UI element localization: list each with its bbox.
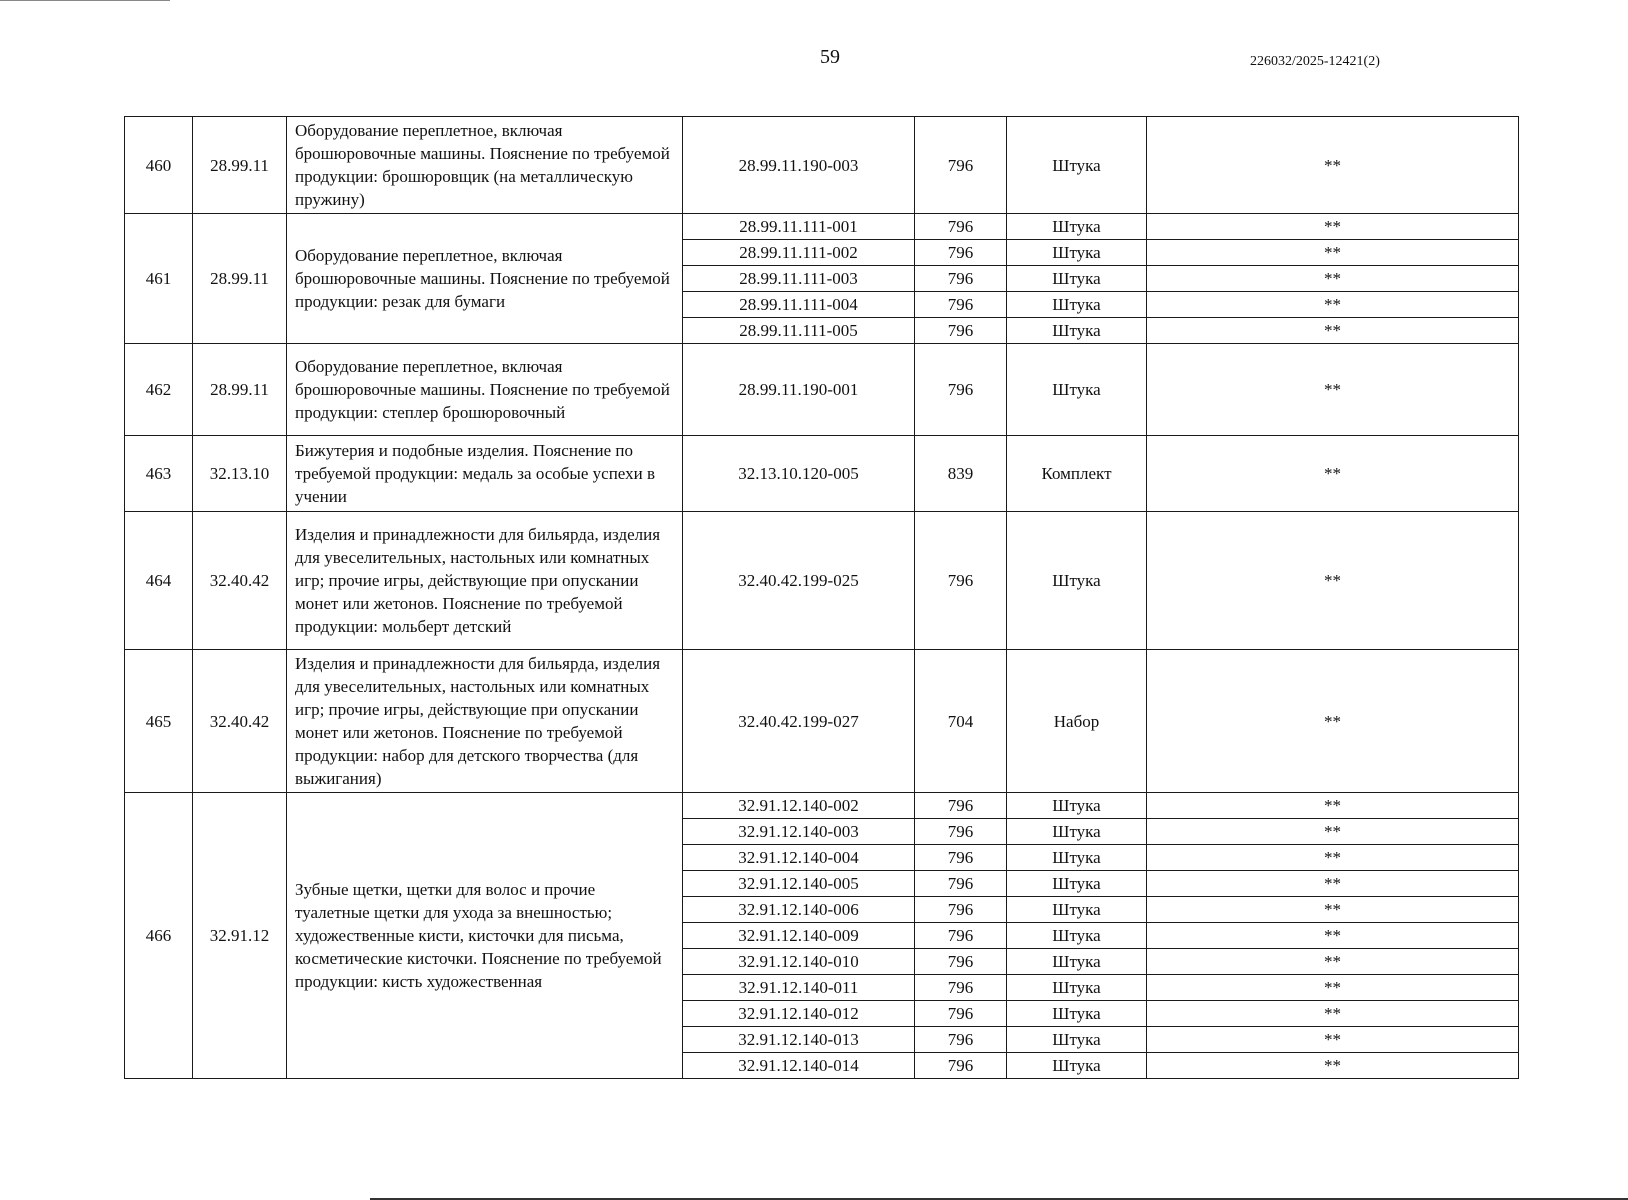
okei-code: 796 bbox=[915, 975, 1007, 1001]
okpd-code: 32.40.42 bbox=[193, 512, 287, 650]
mark-cell: ** bbox=[1147, 292, 1519, 318]
okpd-code: 32.91.12 bbox=[193, 793, 287, 1079]
unit-name: Штука bbox=[1007, 240, 1147, 266]
okei-code: 796 bbox=[915, 344, 1007, 436]
mark-cell: ** bbox=[1147, 897, 1519, 923]
okei-code: 796 bbox=[915, 117, 1007, 214]
ktru-code: 32.91.12.140-002 bbox=[683, 793, 915, 819]
unit-name: Штука bbox=[1007, 793, 1147, 819]
mark-cell: ** bbox=[1147, 923, 1519, 949]
ktru-code: 28.99.11.190-001 bbox=[683, 344, 915, 436]
okei-code: 796 bbox=[915, 266, 1007, 292]
mark-cell: ** bbox=[1147, 819, 1519, 845]
table-row bbox=[125, 512, 1519, 650]
product-description: Изделия и принадлежности для бильярда, изделия для увеселительных, настольных или комнатных игр; прочие игры, действующие при опускании монет или жетонов. Пояснение по требуемой продукции: мольберт детский bbox=[287, 512, 683, 650]
scan-edge-top bbox=[0, 0, 170, 1]
unit-name: Штука bbox=[1007, 923, 1147, 949]
product-description: Оборудование переплетное, включая брошюровочные машины. Пояснение по требуемой продукции: резак для бумаги bbox=[287, 214, 683, 344]
table-row bbox=[125, 214, 1519, 240]
okei-code: 796 bbox=[915, 214, 1007, 240]
okei-code: 704 bbox=[915, 650, 1007, 793]
okei-code: 796 bbox=[915, 871, 1007, 897]
okpd-code: 32.40.42 bbox=[193, 650, 287, 793]
ktru-code: 32.91.12.140-005 bbox=[683, 871, 915, 897]
row-number: 463 bbox=[125, 436, 193, 512]
row-number: 466 bbox=[125, 793, 193, 1079]
unit-name: Штука bbox=[1007, 214, 1147, 240]
okpd-code: 28.99.11 bbox=[193, 117, 287, 214]
unit-name: Штука bbox=[1007, 975, 1147, 1001]
page-number: 59 bbox=[820, 46, 840, 68]
table-row bbox=[125, 793, 1519, 819]
ktru-code: 32.91.12.140-009 bbox=[683, 923, 915, 949]
products-table-body bbox=[125, 117, 1519, 1079]
unit-name: Штука bbox=[1007, 819, 1147, 845]
ktru-code: 28.99.11.111-003 bbox=[683, 266, 915, 292]
product-description: Оборудование переплетное, включая брошюровочные машины. Пояснение по требуемой продукции: брошюровщик (на металлическую пружину) bbox=[287, 117, 683, 214]
product-description: Оборудование переплетное, включая брошюровочные машины. Пояснение по требуемой продукции: степлер брошюровочный bbox=[287, 344, 683, 436]
ktru-code: 32.91.12.140-011 bbox=[683, 975, 915, 1001]
row-number: 460 bbox=[125, 117, 193, 214]
mark-cell: ** bbox=[1147, 1027, 1519, 1053]
okei-code: 796 bbox=[915, 318, 1007, 344]
ktru-code: 32.40.42.199-025 bbox=[683, 512, 915, 650]
ktru-code: 28.99.11.111-002 bbox=[683, 240, 915, 266]
table-row bbox=[125, 436, 1519, 512]
row-number: 464 bbox=[125, 512, 193, 650]
okei-code: 796 bbox=[915, 897, 1007, 923]
ktru-code: 32.13.10.120-005 bbox=[683, 436, 915, 512]
okei-code: 796 bbox=[915, 1001, 1007, 1027]
ktru-code: 32.91.12.140-003 bbox=[683, 819, 915, 845]
okei-code: 796 bbox=[915, 949, 1007, 975]
product-description: Изделия и принадлежности для бильярда, изделия для увеселительных, настольных или комнатных игр; прочие игры, действующие при опускании монет или жетонов. Пояснение по требуемой продукции: набор для детского творчества (для выжигания) bbox=[287, 650, 683, 793]
mark-cell: ** bbox=[1147, 344, 1519, 436]
mark-cell: ** bbox=[1147, 793, 1519, 819]
table-row bbox=[125, 650, 1519, 793]
unit-name: Набор bbox=[1007, 650, 1147, 793]
ktru-code: 28.99.11.111-001 bbox=[683, 214, 915, 240]
okei-code: 796 bbox=[915, 819, 1007, 845]
mark-cell: ** bbox=[1147, 318, 1519, 344]
unit-name: Штука bbox=[1007, 845, 1147, 871]
unit-name: Штука bbox=[1007, 1027, 1147, 1053]
mark-cell: ** bbox=[1147, 214, 1519, 240]
ktru-code: 32.91.12.140-012 bbox=[683, 1001, 915, 1027]
unit-name: Штука bbox=[1007, 266, 1147, 292]
okei-code: 796 bbox=[915, 793, 1007, 819]
okpd-code: 28.99.11 bbox=[193, 214, 287, 344]
okpd-code: 32.13.10 bbox=[193, 436, 287, 512]
okei-code: 796 bbox=[915, 845, 1007, 871]
product-description: Зубные щетки, щетки для волос и прочие туалетные щетки для ухода за внешностью; художественные кисти, кисточки для письма, косметические кисточки. Пояснение по требуемой продукции: кисть художественная bbox=[287, 793, 683, 1079]
row-number: 462 bbox=[125, 344, 193, 436]
okei-code: 796 bbox=[915, 1027, 1007, 1053]
ktru-code: 28.99.11.111-005 bbox=[683, 318, 915, 344]
mark-cell: ** bbox=[1147, 117, 1519, 214]
unit-name: Штука bbox=[1007, 1001, 1147, 1027]
ktru-code: 32.91.12.140-006 bbox=[683, 897, 915, 923]
mark-cell: ** bbox=[1147, 1053, 1519, 1079]
ktru-code: 28.99.11.111-004 bbox=[683, 292, 915, 318]
okei-code: 796 bbox=[915, 512, 1007, 650]
mark-cell: ** bbox=[1147, 949, 1519, 975]
mark-cell: ** bbox=[1147, 512, 1519, 650]
document-id: 226032/2025-12421(2) bbox=[1250, 54, 1380, 69]
unit-name: Штука bbox=[1007, 318, 1147, 344]
okei-code: 796 bbox=[915, 923, 1007, 949]
unit-name: Штука bbox=[1007, 292, 1147, 318]
okei-code: 796 bbox=[915, 292, 1007, 318]
mark-cell: ** bbox=[1147, 240, 1519, 266]
okei-code: 839 bbox=[915, 436, 1007, 512]
mark-cell: ** bbox=[1147, 650, 1519, 793]
unit-name: Штука bbox=[1007, 117, 1147, 214]
mark-cell: ** bbox=[1147, 871, 1519, 897]
mark-cell: ** bbox=[1147, 845, 1519, 871]
row-number: 461 bbox=[125, 214, 193, 344]
mark-cell: ** bbox=[1147, 266, 1519, 292]
ktru-code: 32.91.12.140-014 bbox=[683, 1053, 915, 1079]
mark-cell: ** bbox=[1147, 436, 1519, 512]
okei-code: 796 bbox=[915, 1053, 1007, 1079]
unit-name: Штука bbox=[1007, 344, 1147, 436]
ktru-code: 28.99.11.190-003 bbox=[683, 117, 915, 214]
ktru-code: 32.91.12.140-004 bbox=[683, 845, 915, 871]
ktru-code: 32.91.12.140-010 bbox=[683, 949, 915, 975]
unit-name: Комплект bbox=[1007, 436, 1147, 512]
table-row bbox=[125, 117, 1519, 214]
products-table bbox=[124, 116, 1519, 1079]
table-row bbox=[125, 344, 1519, 436]
unit-name: Штука bbox=[1007, 897, 1147, 923]
unit-name: Штука bbox=[1007, 871, 1147, 897]
ktru-code: 32.40.42.199-027 bbox=[683, 650, 915, 793]
mark-cell: ** bbox=[1147, 1001, 1519, 1027]
unit-name: Штука bbox=[1007, 1053, 1147, 1079]
ktru-code: 32.91.12.140-013 bbox=[683, 1027, 915, 1053]
unit-name: Штука bbox=[1007, 512, 1147, 650]
product-description: Бижутерия и подобные изделия. Пояснение по требуемой продукции: медаль за особые успехи в учении bbox=[287, 436, 683, 512]
mark-cell: ** bbox=[1147, 975, 1519, 1001]
okpd-code: 28.99.11 bbox=[193, 344, 287, 436]
okei-code: 796 bbox=[915, 240, 1007, 266]
row-number: 465 bbox=[125, 650, 193, 793]
unit-name: Штука bbox=[1007, 949, 1147, 975]
